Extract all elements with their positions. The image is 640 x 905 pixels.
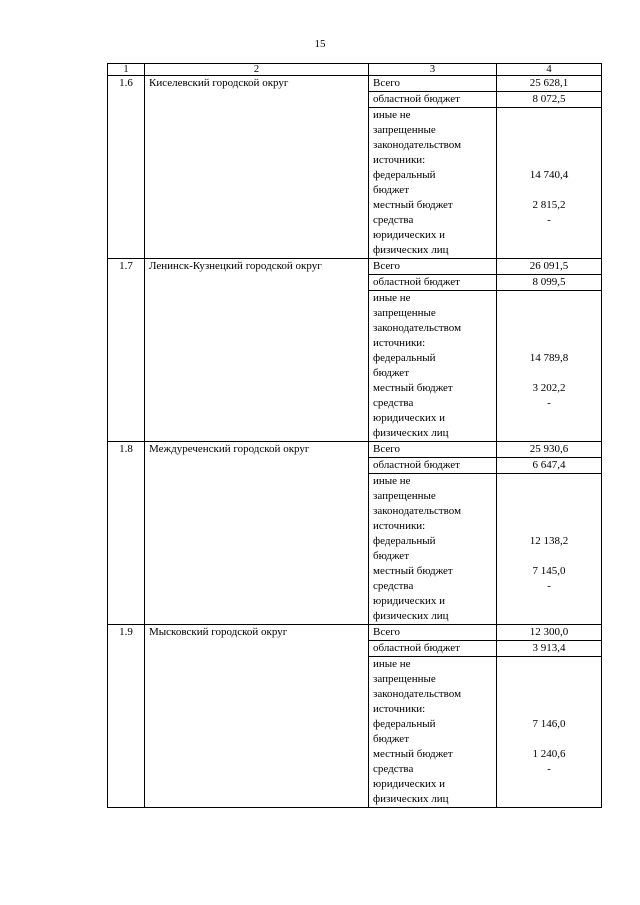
federal-value: 14 789,8 [529, 352, 569, 364]
other-sources-line: законодательством [373, 688, 462, 700]
other-sources-line: запрещенные [373, 307, 436, 319]
column-header: 3 [369, 64, 497, 76]
legal-value: - [547, 397, 551, 409]
federal-label-line: бюджет [373, 184, 409, 196]
regional-label: областной бюджет [369, 458, 497, 474]
regional-label: областной бюджет [369, 641, 497, 657]
district-name: Междуреченский городской округ [145, 442, 369, 625]
page-number: 15 [314, 38, 326, 50]
legal-value: - [547, 763, 551, 775]
row-number: 1.8 [108, 442, 145, 625]
other-sources-line: законодательством [373, 505, 462, 517]
total-value: 26 091,5 [497, 259, 602, 275]
legal-label-line: физических лиц [373, 427, 449, 439]
sources-cell [369, 657, 497, 808]
other-sources-line: иные не [373, 475, 411, 487]
sources-values-cell [497, 108, 602, 259]
sources-cell [369, 291, 497, 442]
other-sources-line: источники: [373, 337, 426, 349]
federal-label-line: бюджет [373, 733, 409, 745]
federal-label-line: бюджет [373, 550, 409, 562]
column-header: 4 [497, 64, 602, 76]
federal-label-line: бюджет [373, 367, 409, 379]
legal-label-line: юридических и [373, 595, 446, 607]
local-value: 1 240,6 [532, 748, 566, 760]
federal-value: 12 138,2 [529, 535, 569, 547]
local-value: 3 202,2 [532, 382, 566, 394]
table-body [108, 76, 602, 808]
total-value: 25 628,1 [497, 76, 602, 92]
legal-value: - [547, 214, 551, 226]
local-value: 2 815,2 [532, 199, 566, 211]
sources-values-cell [497, 291, 602, 442]
legal-label-line: физических лиц [373, 793, 449, 805]
district-name: Ленинск-Кузнецкий городской округ [145, 259, 369, 442]
local-value: 7 145,0 [532, 565, 566, 577]
sources-values-cell [497, 657, 602, 808]
table-row [108, 625, 602, 641]
local-label: местный бюджет [373, 748, 453, 760]
district-name: Киселевский городской округ [145, 76, 369, 259]
legal-label-line: физических лиц [373, 244, 449, 256]
table-row [108, 259, 602, 275]
column-header: 1 [108, 64, 145, 76]
row-number: 1.9 [108, 625, 145, 808]
other-sources-line: запрещенные [373, 673, 436, 685]
total-label: Всего [369, 76, 497, 92]
sources-values-cell [497, 474, 602, 625]
federal-value: 7 146,0 [532, 718, 566, 730]
other-sources-line: иные не [373, 109, 411, 121]
header-row [108, 64, 602, 76]
regional-value: 8 099,5 [497, 275, 602, 291]
total-value: 25 930,6 [497, 442, 602, 458]
total-value: 12 300,0 [497, 625, 602, 641]
legal-label-line: юридических и [373, 412, 446, 424]
federal-label-line: федеральный [373, 535, 436, 547]
local-label: местный бюджет [373, 565, 453, 577]
legal-label-line: средства [373, 763, 414, 775]
legal-label-line: средства [373, 214, 414, 226]
other-sources-line: иные не [373, 658, 411, 670]
sources-cell [369, 108, 497, 259]
total-label: Всего [369, 442, 497, 458]
legal-label-line: юридических и [373, 778, 446, 790]
total-label: Всего [369, 259, 497, 275]
column-header: 2 [145, 64, 369, 76]
other-sources-line: иные не [373, 292, 411, 304]
row-number: 1.6 [108, 76, 145, 259]
federal-value: 14 740,4 [529, 169, 569, 181]
legal-label-line: юридических и [373, 229, 446, 241]
legal-value: - [547, 580, 551, 592]
regional-value: 8 072,5 [497, 92, 602, 108]
local-label: местный бюджет [373, 199, 453, 211]
other-sources-line: источники: [373, 520, 426, 532]
federal-label-line: федеральный [373, 718, 436, 730]
other-sources-line: законодательством [373, 322, 462, 334]
legal-label-line: средства [373, 580, 414, 592]
legal-label-line: средства [373, 397, 414, 409]
district-name: Мысковский городской округ [145, 625, 369, 808]
table-row [108, 76, 602, 92]
regional-value: 6 647,4 [497, 458, 602, 474]
other-sources-line: законодательством [373, 139, 462, 151]
row-number: 1.7 [108, 259, 145, 442]
other-sources-line: запрещенные [373, 490, 436, 502]
federal-label-line: федеральный [373, 169, 436, 181]
local-label: местный бюджет [373, 382, 453, 394]
regional-label: областной бюджет [369, 92, 497, 108]
total-label: Всего [369, 625, 497, 641]
legal-label-line: физических лиц [373, 610, 449, 622]
other-sources-line: запрещенные [373, 124, 436, 136]
regional-value: 3 913,4 [497, 641, 602, 657]
sources-cell [369, 474, 497, 625]
funding-table [107, 63, 602, 808]
regional-label: областной бюджет [369, 275, 497, 291]
other-sources-line: источники: [373, 703, 426, 715]
other-sources-line: источники: [373, 154, 426, 166]
federal-label-line: федеральный [373, 352, 436, 364]
table-row [108, 442, 602, 458]
